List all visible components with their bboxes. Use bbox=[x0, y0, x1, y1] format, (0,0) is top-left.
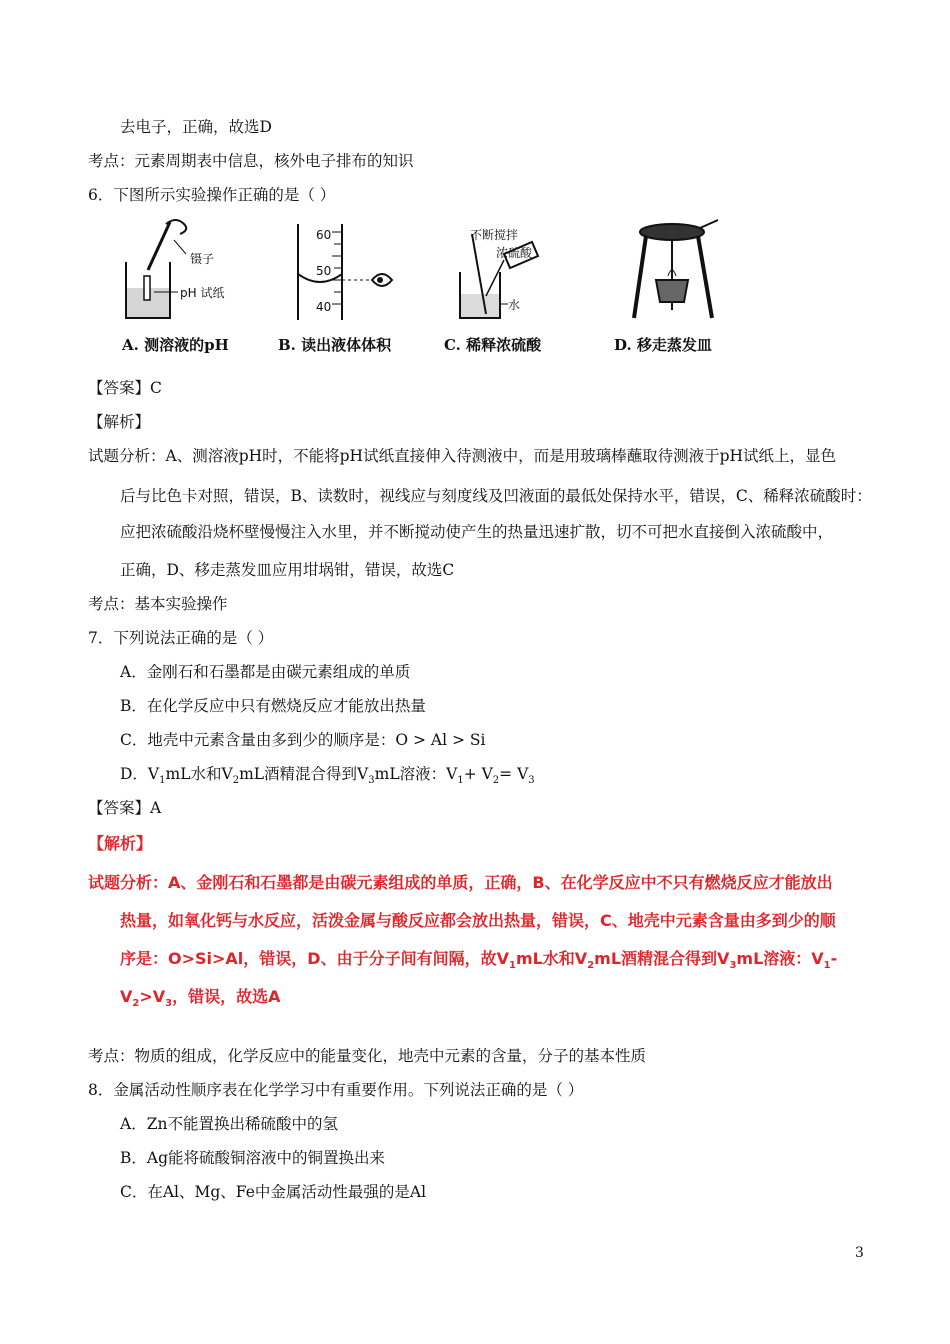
analysis-6-line: 正确，D、移走蒸发皿应用坩埚钳，错误，故选C bbox=[120, 561, 455, 579]
stir-label: 不断搅拌 bbox=[470, 228, 519, 242]
tick-50: 50 bbox=[316, 264, 332, 278]
question-7: 7．下列说法正确的是（ ） bbox=[88, 629, 274, 647]
analysis-6-line: 后与比色卡对照，错误，B、读数时，视线应与刻度线及凹液面的最低处保持水平，错误，C、稀释浓硫酸时： bbox=[120, 487, 872, 505]
analysis-7-line: 试题分析：A、金刚石和石墨都是由碳元素组成的单质，正确，B、在化学反应中不只有燃烧反应才能放出 bbox=[88, 873, 833, 892]
caption-c: C. 稀释浓硫酸 bbox=[444, 336, 542, 354]
text-line: 考点：元素周期表中信息，核外电子排布的知识 bbox=[88, 152, 414, 170]
answer-7: 【答案】A bbox=[88, 799, 162, 817]
question-8: 8．金属活动性顺序表在化学学习中有重要作用。下列说法正确的是（ ） bbox=[88, 1081, 584, 1099]
analysis-7-line: 序是：O>Si>Al，错误，D、由于分子间有间隔，故$V_1mL$水和$V_2mL$酒精混合得到$V_3mL$溶液：$V_1-$ bbox=[120, 949, 838, 972]
acid-label: 浓硫酸 bbox=[496, 246, 533, 260]
option-b: B．在化学反应中只有燃烧反应才能放出热量 bbox=[120, 697, 426, 715]
kaodian-6: 考点：基本实验操作 bbox=[88, 595, 228, 613]
evaporating-dish-illustration bbox=[612, 210, 762, 330]
experiment-figure bbox=[112, 210, 732, 355]
answer-6: 【答案】C bbox=[88, 379, 162, 397]
analysis-7-heading: 【解析】 bbox=[88, 834, 153, 853]
caption-d: D. 移走蒸发皿 bbox=[614, 336, 712, 354]
ph-test-illustration bbox=[112, 210, 262, 330]
figure-a bbox=[112, 210, 262, 355]
analysis-6-heading: 【解析】 bbox=[88, 413, 151, 431]
option-c: C．在Al、Mg、Fe中金属活动性最强的是Al bbox=[120, 1183, 427, 1201]
text-line: 去电子，正确，故选D bbox=[120, 118, 272, 136]
water-label: 水 bbox=[508, 298, 521, 312]
figure-c bbox=[442, 210, 592, 355]
option-c: C．地壳中元素含量由多到少的顺序是：O > Al > Si bbox=[120, 731, 486, 749]
option-d: D．$V_1mL$水和$V_2mL$酒精混合得到$V_3mL$溶液：$V_1+ V_2= V_3$ bbox=[120, 765, 535, 787]
option-a: A．金刚石和石墨都是由碳元素组成的单质 bbox=[120, 663, 411, 681]
caption-a: A. 测溶液的pH bbox=[122, 336, 229, 354]
analysis-6-line: 试题分析：A、测溶液pH时，不能将pH试纸直接伸入待测液中，而是用玻璃棒蘸取待测液于pH试纸上，显色 bbox=[88, 447, 837, 465]
figure-d bbox=[612, 210, 762, 355]
option-a: A．Zn不能置换出稀硫酸中的氢 bbox=[120, 1115, 338, 1133]
cylinder-illustration bbox=[272, 210, 422, 330]
page-number: 3 bbox=[855, 1245, 864, 1261]
caption-b: B. 读出液体体积 bbox=[278, 336, 392, 354]
analysis-6-line: 应把浓硫酸沿烧杯壁慢慢注入水里，并不断搅动使产生的热量迅速扩散，切不可把水直接倒入浓硫酸中， bbox=[120, 523, 834, 541]
tick-60: 60 bbox=[316, 228, 332, 242]
analysis-7-line: $V_2>V_3$，错误，故选A bbox=[120, 987, 281, 1010]
analysis-7-line: 热量，如氧化钙与水反应，活泼金属与酸反应都会放出热量，错误，C、地壳中元素含量由多到少的顺 bbox=[120, 911, 836, 930]
question-6: 6．下图所示实验操作正确的是（ ） bbox=[88, 186, 336, 204]
figure-b bbox=[272, 210, 422, 355]
kaodian-7: 考点：物质的组成，化学反应中的能量变化，地壳中元素的含量，分子的基本性质 bbox=[88, 1047, 647, 1065]
option-b: B．Ag能将硫酸铜溶液中的铜置换出来 bbox=[120, 1149, 386, 1167]
tweezers-label: 镊子 bbox=[190, 252, 215, 266]
ph-paper-label: pH 试纸 bbox=[180, 286, 225, 300]
tick-40: 40 bbox=[316, 300, 332, 314]
